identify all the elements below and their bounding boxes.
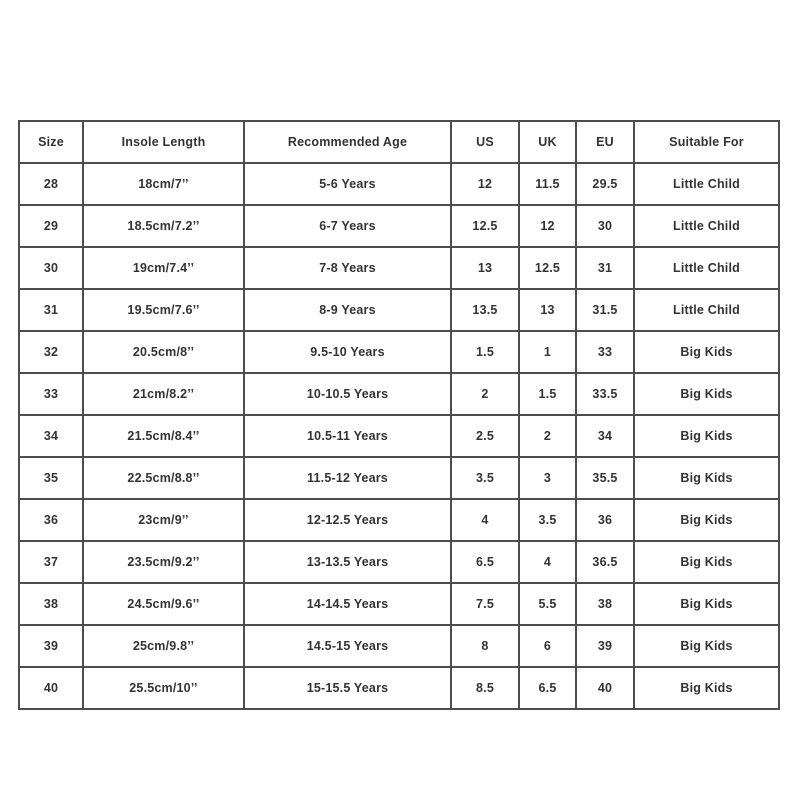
table-cell: 18cm/7’’ xyxy=(83,163,244,205)
table-cell: 31.5 xyxy=(576,289,634,331)
column-header: EU xyxy=(576,121,634,163)
table-cell: Big Kids xyxy=(634,541,779,583)
table-cell: 21.5cm/8.4’’ xyxy=(83,415,244,457)
table-cell: 32 xyxy=(19,331,83,373)
table-cell: 23.5cm/9.2’’ xyxy=(83,541,244,583)
table-row xyxy=(19,289,779,331)
table-cell: 7.5 xyxy=(451,583,519,625)
table-row xyxy=(19,205,779,247)
table-cell: 2.5 xyxy=(451,415,519,457)
table-cell: 36.5 xyxy=(576,541,634,583)
table-cell: 36 xyxy=(576,499,634,541)
table-cell: 1.5 xyxy=(519,373,576,415)
header-row xyxy=(19,121,779,163)
table-cell: 20.5cm/8’’ xyxy=(83,331,244,373)
table-cell: 1 xyxy=(519,331,576,373)
table-cell: 3.5 xyxy=(519,499,576,541)
table-cell: Little Child xyxy=(634,163,779,205)
table-cell: 13.5 xyxy=(451,289,519,331)
table-cell: 31 xyxy=(19,289,83,331)
table-cell: 7-8 Years xyxy=(244,247,451,289)
table-cell: Big Kids xyxy=(634,625,779,667)
table-cell: 29.5 xyxy=(576,163,634,205)
table-cell: Big Kids xyxy=(634,499,779,541)
table-cell: 5.5 xyxy=(519,583,576,625)
table-cell: 36 xyxy=(19,499,83,541)
table-cell: 30 xyxy=(576,205,634,247)
table-cell: 40 xyxy=(19,667,83,709)
table-cell: 12.5 xyxy=(519,247,576,289)
table-cell: 33 xyxy=(19,373,83,415)
table-cell: 4 xyxy=(451,499,519,541)
table-cell: 40 xyxy=(576,667,634,709)
table-cell: 4 xyxy=(519,541,576,583)
table-cell: 29 xyxy=(19,205,83,247)
table-cell: 35.5 xyxy=(576,457,634,499)
column-header: Recommended Age xyxy=(244,121,451,163)
table-cell: 2 xyxy=(451,373,519,415)
table-cell: 15-15.5 Years xyxy=(244,667,451,709)
table-cell: 22.5cm/8.8’’ xyxy=(83,457,244,499)
table-cell: 6-7 Years xyxy=(244,205,451,247)
table-cell: 9.5-10 Years xyxy=(244,331,451,373)
table-cell: Big Kids xyxy=(634,373,779,415)
table-cell: 1.5 xyxy=(451,331,519,373)
table-row xyxy=(19,373,779,415)
table-cell: 10.5-11 Years xyxy=(244,415,451,457)
table-cell: Little Child xyxy=(634,247,779,289)
table-cell: 13 xyxy=(519,289,576,331)
table-cell: 8.5 xyxy=(451,667,519,709)
column-header: Suitable For xyxy=(634,121,779,163)
table-row xyxy=(19,331,779,373)
table-cell: Little Child xyxy=(634,205,779,247)
table-cell: Big Kids xyxy=(634,331,779,373)
table-cell: 8-9 Years xyxy=(244,289,451,331)
table-cell: 34 xyxy=(576,415,634,457)
table-cell: 12.5 xyxy=(451,205,519,247)
column-header: Size xyxy=(19,121,83,163)
table-cell: 19cm/7.4’’ xyxy=(83,247,244,289)
table-body xyxy=(19,163,779,709)
table-cell: 37 xyxy=(19,541,83,583)
table-row xyxy=(19,667,779,709)
table-cell: 33 xyxy=(576,331,634,373)
table-cell: Little Child xyxy=(634,289,779,331)
table-cell: 23cm/9’’ xyxy=(83,499,244,541)
size-chart-table xyxy=(18,120,780,710)
column-header: UK xyxy=(519,121,576,163)
column-header: US xyxy=(451,121,519,163)
table-row xyxy=(19,499,779,541)
table-cell: Big Kids xyxy=(634,457,779,499)
table-cell: 3.5 xyxy=(451,457,519,499)
table-cell: 12-12.5 Years xyxy=(244,499,451,541)
table-cell: 3 xyxy=(519,457,576,499)
table-header xyxy=(19,121,779,163)
table-cell: 6.5 xyxy=(519,667,576,709)
column-header: Insole Length xyxy=(83,121,244,163)
table-row xyxy=(19,163,779,205)
table-row xyxy=(19,583,779,625)
table-cell: 6 xyxy=(519,625,576,667)
table-cell: 13 xyxy=(451,247,519,289)
table-cell: 8 xyxy=(451,625,519,667)
table-cell: 10-10.5 Years xyxy=(244,373,451,415)
table-cell: 39 xyxy=(576,625,634,667)
table-cell: 33.5 xyxy=(576,373,634,415)
table-cell: 38 xyxy=(576,583,634,625)
table-cell: 24.5cm/9.6’’ xyxy=(83,583,244,625)
table-cell: 14.5-15 Years xyxy=(244,625,451,667)
table-cell: 19.5cm/7.6’’ xyxy=(83,289,244,331)
table-cell: 25cm/9.8’’ xyxy=(83,625,244,667)
table-cell: 6.5 xyxy=(451,541,519,583)
table-cell: 25.5cm/10’’ xyxy=(83,667,244,709)
table-cell: 12 xyxy=(519,205,576,247)
table-cell: 18.5cm/7.2’’ xyxy=(83,205,244,247)
table-cell: 30 xyxy=(19,247,83,289)
size-chart-wrapper xyxy=(18,120,780,710)
table-cell: 38 xyxy=(19,583,83,625)
table-cell: 11.5 xyxy=(519,163,576,205)
table-cell: 34 xyxy=(19,415,83,457)
table-row xyxy=(19,415,779,457)
table-cell: 12 xyxy=(451,163,519,205)
table-cell: 31 xyxy=(576,247,634,289)
table-row xyxy=(19,625,779,667)
table-cell: 5-6 Years xyxy=(244,163,451,205)
table-cell: 14-14.5 Years xyxy=(244,583,451,625)
table-cell: Big Kids xyxy=(634,415,779,457)
table-cell: Big Kids xyxy=(634,667,779,709)
table-cell: 21cm/8.2’’ xyxy=(83,373,244,415)
table-cell: 28 xyxy=(19,163,83,205)
table-cell: 13-13.5 Years xyxy=(244,541,451,583)
table-row xyxy=(19,247,779,289)
table-cell: 35 xyxy=(19,457,83,499)
table-cell: Big Kids xyxy=(634,583,779,625)
table-row xyxy=(19,541,779,583)
table-cell: 2 xyxy=(519,415,576,457)
table-cell: 39 xyxy=(19,625,83,667)
table-cell: 11.5-12 Years xyxy=(244,457,451,499)
table-row xyxy=(19,457,779,499)
